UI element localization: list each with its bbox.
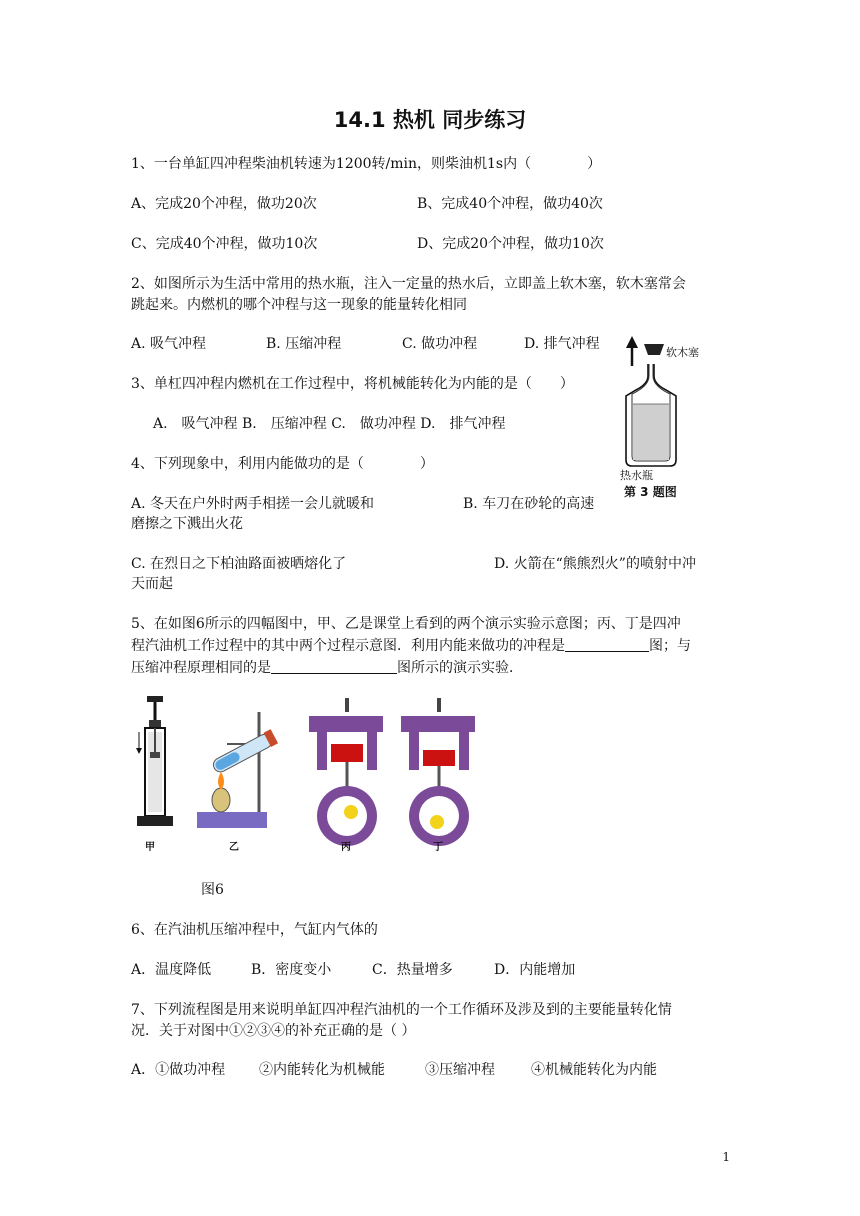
q4-option-d: D. 火箭在“熊熊烈火”的喷射中冲	[494, 556, 696, 572]
q4-option-ab-continued: 磨擦之下溅出火花	[131, 516, 243, 532]
q6-option-a: A．温度降低	[131, 962, 212, 978]
q4-option-d-continued: 天而起	[131, 576, 173, 592]
q5-line2-text: 程汽油机工作过程中的其中两个过程示意图．利用内能来做功的冲程是	[131, 638, 565, 654]
q7-stem-line2: 况．关于对图中①②③④的补充正确的是（ ）	[131, 1023, 416, 1039]
q7-option-a-part4: ④机械能转化为内能	[531, 1062, 657, 1078]
fig-label-ding: 丁	[433, 842, 443, 853]
thermos-label: 热水瓶	[620, 469, 653, 482]
q6-stem: 6、在汽油机压缩冲程中，气缸内气体的	[131, 922, 378, 938]
fig-jia-syringe	[136, 696, 173, 853]
q2-stem-line2: 跳起来。内燃机的哪个冲程与这一现象的能量转化相同	[131, 297, 467, 313]
answer-blank-1[interactable]	[565, 637, 649, 652]
q2-stem-line1: 2、如图所示为生活中常用的热水瓶，注入一定量的热水后，立即盖上软木塞，软木塞常会	[131, 276, 686, 292]
q3-options: A. 吸气冲程 B. 压缩冲程 C. 做功冲程 D. 排气冲程	[153, 416, 506, 432]
q2-option-a: A. 吸气冲程	[131, 336, 207, 352]
q3-stem: 3、单杠四冲程内燃机在工作过程中，将机械能转化为内能的是（ ）	[131, 376, 574, 392]
fig-yi-test-tube	[197, 712, 278, 853]
q7-option-a-part1: A．①做功冲程	[131, 1062, 226, 1078]
fig-ding-engine	[401, 698, 475, 853]
q6-option-d: D．内能增加	[494, 962, 576, 978]
cork-label: 软木塞	[666, 346, 699, 359]
q2-option-b: B. 压缩冲程	[266, 336, 342, 352]
fig-label-bing: 丙	[341, 842, 351, 853]
q4-option-c: C. 在烈日之下柏油路面被晒熔化了	[131, 556, 347, 572]
q6-option-c: C．热量增多	[372, 962, 453, 978]
q2-option-d: D. 排气冲程	[524, 336, 600, 352]
q7-option-a-part3: ③压缩冲程	[425, 1062, 495, 1078]
q6-option-b: B．密度变小	[251, 962, 332, 978]
q4-option-b: B. 车刀在砂轮的高速	[463, 496, 595, 512]
q5-line3	[131, 658, 523, 678]
q5-line3-tail: 图所示的演示实验．	[397, 660, 523, 676]
thermos-figure	[618, 334, 734, 500]
fig-label-yi: 乙	[229, 842, 239, 853]
q5-line2	[131, 636, 691, 656]
fig-label-jia: 甲	[145, 842, 155, 853]
thermos-caption: 第 3 题图	[624, 485, 677, 499]
q5-line3-text: 压缩冲程原理相同的是	[131, 660, 271, 676]
q5-line1: 5、在如图6所示的四幅图中，甲、乙是课堂上看到的两个演示实验示意图；丙、丁是四冲	[131, 616, 681, 632]
q4-option-a: A. 冬天在户外时两手相搓一会儿就暖和	[131, 496, 375, 512]
fig-bing-engine	[309, 698, 383, 853]
answer-blank-2[interactable]	[271, 659, 397, 674]
q1-option-a: A、完成20个冲程，做功20次	[131, 196, 317, 212]
q1-option-c: C、完成40个冲程，做功10次	[131, 236, 318, 252]
q4-stem: 4、下列现象中，利用内能做功的是（ ）	[131, 456, 434, 472]
q7-option-a-part2: ②内能转化为机械能	[259, 1062, 385, 1078]
q5-line2-tail: 图；与	[649, 638, 691, 654]
q1-option-d: D、完成20个冲程，做功10次	[417, 236, 604, 252]
q1-stem: 1、一台单缸四冲程柴油机转速为1200转/min，则柴油机1s内（ ）	[131, 156, 602, 172]
figure-6	[131, 692, 479, 860]
q1-option-b: B、完成40个冲程，做功40次	[417, 196, 603, 212]
q2-option-c: C. 做功冲程	[402, 336, 478, 352]
q7-stem-line1: 7、下列流程图是用来说明单缸四冲程汽油机的一个工作循环及涉及到的主要能量转化情	[131, 1002, 672, 1018]
figure-6-caption: 图6	[201, 882, 224, 898]
page-title: 14.1 热机 同步练习	[333, 108, 527, 132]
page-number: 1	[722, 1150, 730, 1164]
